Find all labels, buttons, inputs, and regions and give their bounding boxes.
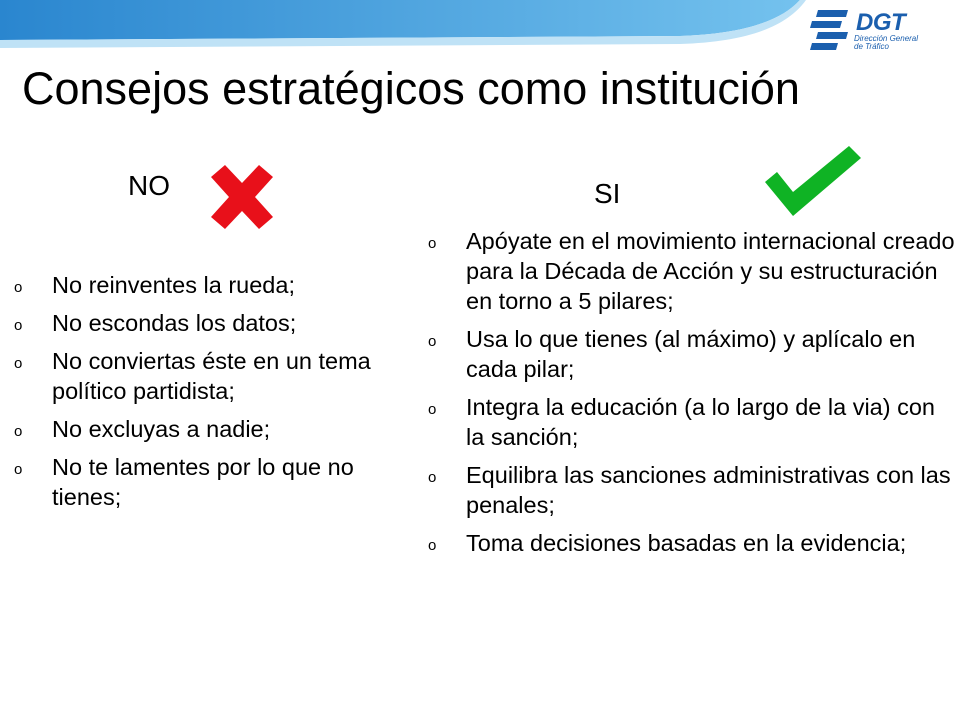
bullet-marker: o [428,235,437,252]
list-item [428,460,958,520]
si-list [428,226,958,566]
list-item-text: No excluyas a nadie; [52,416,271,442]
list-item-text: No conviertas éste en un tema político partidista; [52,348,371,404]
bullet-marker: o [14,355,23,372]
list-item-text: Toma decisiones basadas en la evidencia; [466,530,907,556]
red-cross-icon [205,163,279,231]
no-list [14,270,414,520]
bullet-marker: o [14,423,23,440]
list-item-text: No reinventes la rueda; [52,272,295,298]
dgt-logo-icon [808,8,852,54]
list-item-text: Usa lo que tienes (al máximo) y aplícalo en cada pilar; [466,326,916,382]
bullet-marker: o [14,279,23,296]
bullet-marker: o [14,317,23,334]
list-item-text: Apóyate en el movimiento internacional creado para la Década de Acción y su estructuración en torno a 5 pilares; [466,228,955,314]
logo-subtitle-line1: Dirección General [854,34,919,43]
list-item [428,392,958,452]
page-title: Consejos estratégicos como institución [22,63,800,114]
logo-subtitle [854,35,954,51]
list-item [14,346,414,406]
logo-subtitle-line2: de Tráfico [854,42,889,51]
list-item-text: No escondas los datos; [52,310,297,336]
list-item [428,528,958,558]
logo-abbreviation: DGT [856,9,906,36]
bullet-marker: o [428,537,437,554]
list-item-text: No te lamentes por lo que no tienes; [52,454,354,510]
list-item-text: Integra la educación (a lo largo de la via) con la sanción; [466,394,935,450]
list-item [14,452,414,512]
dgt-logo [808,6,958,64]
list-item [428,324,958,384]
bullet-marker: o [428,469,437,486]
list-item-text: Equilibra las sanciones administrativas con las penales; [466,462,951,518]
si-column-heading: SI [594,178,621,209]
no-column-heading: NO [128,170,170,201]
list-item [14,270,414,300]
green-check-icon [763,146,863,218]
list-item [428,226,958,316]
bullet-marker: o [14,461,23,478]
bullet-marker: o [428,333,437,350]
bullet-marker: o [428,401,437,418]
list-item [14,308,414,338]
list-item [14,414,414,444]
